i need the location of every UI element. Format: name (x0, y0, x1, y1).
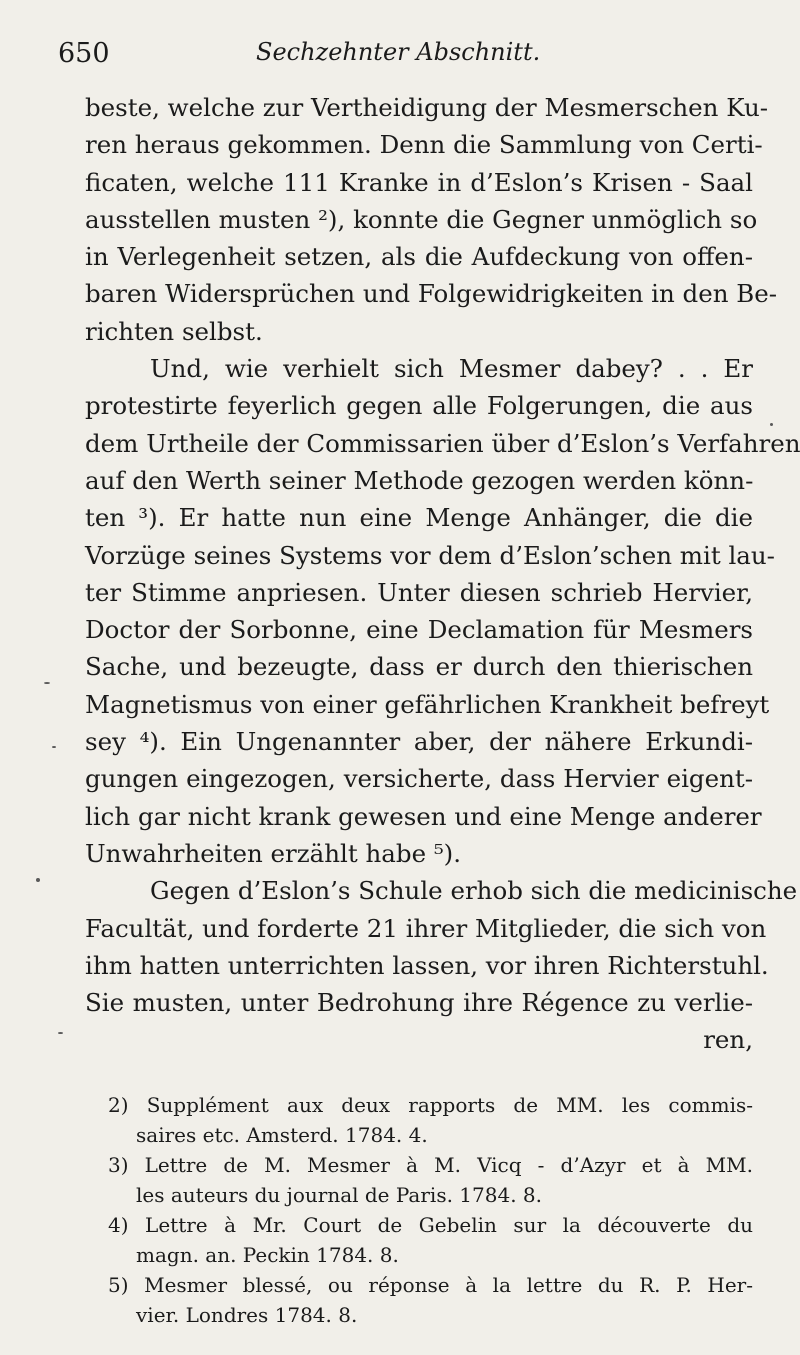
text-line: lich gar nicht krank gewesen und eine Menge anderer (85, 801, 762, 831)
footnote-line: 3) Lettre de M. Mesmer à M. Vicq - d’Azyr et à MM. (108, 1153, 753, 1177)
page-number: 650 (58, 38, 110, 69)
page-header (58, 38, 758, 78)
footnote-line: 2) Supplément aux deux rapports de MM. les commis- (108, 1093, 753, 1117)
paper-speck (36, 878, 40, 882)
text-line: Gegen d’Eslon’s Schule erhob sich die medicinische (150, 876, 798, 906)
text-line: dem Urtheile der Commissarien über d’Eslon’s Verfahren (85, 428, 800, 458)
paper-speck (58, 1032, 63, 1034)
text-line: ten ³). Er hatte nun eine Menge Anhänger, die die (85, 503, 753, 533)
text-line: gungen eingezogen, versicherte, dass Hervier eigent- (85, 764, 753, 794)
catchword: ren, (703, 1025, 753, 1055)
text-line: Vorzüge seines Systems vor dem d’Eslon’schen mit lau- (85, 540, 775, 570)
text-line: ausstellen musten ²), konnte die Gegner unmöglich so (85, 204, 758, 234)
text-line: ihm hatten unterrichten lassen, vor ihren Richterstuhl. (85, 950, 769, 980)
text-line: ter Stimme anpriesen. Unter diesen schrieb Hervier, (85, 577, 753, 607)
footnotes (108, 1090, 753, 1330)
text-line: Magnetismus von einer gefährlichen Krankheit befreyt (85, 689, 770, 719)
footnote-line: saires etc. Amsterd. 1784. 4. (136, 1123, 428, 1147)
text-line: Sie musten, unter Bedrohung ihre Régence zu verlie- (85, 988, 753, 1018)
text-line: protestirte feyerlich gegen alle Folgerungen, die aus (85, 391, 753, 421)
text-line: Unwahrheiten erzählt habe ⁵). (85, 838, 462, 868)
text-line: sey ⁴). Ein Ungenannter aber, der nähere Erkundi- (85, 727, 753, 757)
footnote-line: les auteurs du journal de Paris. 1784. 8. (136, 1183, 542, 1207)
text-line: Sache, und bezeugte, dass er durch den thierischen (85, 652, 753, 682)
text-line: Facultät, und forderte 21 ihrer Mitglieder, die sich von (85, 913, 767, 943)
text-line: beste, welche zur Vertheidigung der Mesmerschen Ku- (85, 93, 769, 122)
paper-speck (770, 423, 773, 426)
text-line: Und, wie verhielt sich Mesmer dabey? . . Er (150, 354, 753, 384)
text-line: auf den Werth seiner Methode gezogen werden könn- (85, 465, 754, 495)
text-line: in Verlegenheit setzen, als die Aufdeckung von offen- (85, 242, 753, 272)
paper-speck (44, 682, 50, 684)
running-head: Sechzehnter Abschnitt. (256, 38, 541, 66)
text-line: Doctor der Sorbonne, eine Declamation für Mesmers (85, 615, 753, 645)
paper-speck (52, 746, 56, 748)
text-line: ficaten, welche 111 Kranke in d’Eslon’s Krisen - Saal (85, 167, 753, 197)
footnote-line: 5) Mesmer blessé, ou réponse à la lettre du R. P. Her- (108, 1273, 753, 1297)
footnote-line: magn. an. Peckin 1784. 8. (136, 1243, 399, 1267)
footnote-line: 4) Lettre à Mr. Court de Gebelin sur la découverte du (108, 1213, 753, 1237)
body-text (85, 89, 800, 1059)
footnote-line: vier. Londres 1784. 8. (136, 1303, 358, 1327)
text-line: baren Widersprüchen und Folgewidrigkeiten in den Be- (85, 279, 778, 309)
text-line: richten selbst. (85, 316, 263, 346)
text-line: ren heraus gekommen. Denn die Sammlung von Certi- (85, 130, 763, 160)
